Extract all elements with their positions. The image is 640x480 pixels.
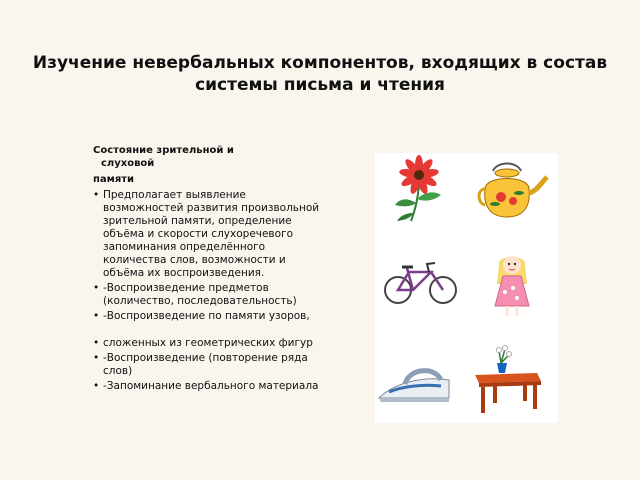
heading-line-2: слуховой [101, 158, 155, 169]
iron-icon [375, 358, 455, 410]
slide-title: Изучение невербальных компонентов, входящих в состав системы письма и чтения [32, 53, 608, 95]
teapot-icon [475, 159, 550, 221]
doll-icon [487, 248, 537, 320]
bullet-item: • -Воспроизведение предметов (количество, последовательность) [103, 282, 323, 308]
section-heading [93, 144, 323, 170]
bullet-item: • сложенных из геометрических фигур [103, 337, 323, 350]
bullet-item: • -Воспроизведение по памяти узоров, [103, 310, 323, 323]
bullet-item: • Предполагает выявление возможностей развития произвольной зрительной памяти, определение объёма и скорости слухоречевого запоминания определённого количества слов, возможности и объёма их воспроизведения. [103, 189, 323, 280]
table-with-vase-icon [471, 343, 543, 415]
bullet-item: • -Запоминание вербального материала [103, 380, 323, 393]
bullet-item: • -Воспроизведение (повторение ряда слов) [103, 352, 323, 378]
bicycle-icon [383, 258, 458, 306]
objects-picture-panel [375, 153, 558, 423]
bullet-list [93, 189, 323, 393]
flower-icon [389, 153, 449, 223]
text-block [93, 144, 323, 395]
heading-line-3: памяти [93, 174, 135, 185]
heading-line-1: Состояние зрительной и [93, 145, 234, 156]
